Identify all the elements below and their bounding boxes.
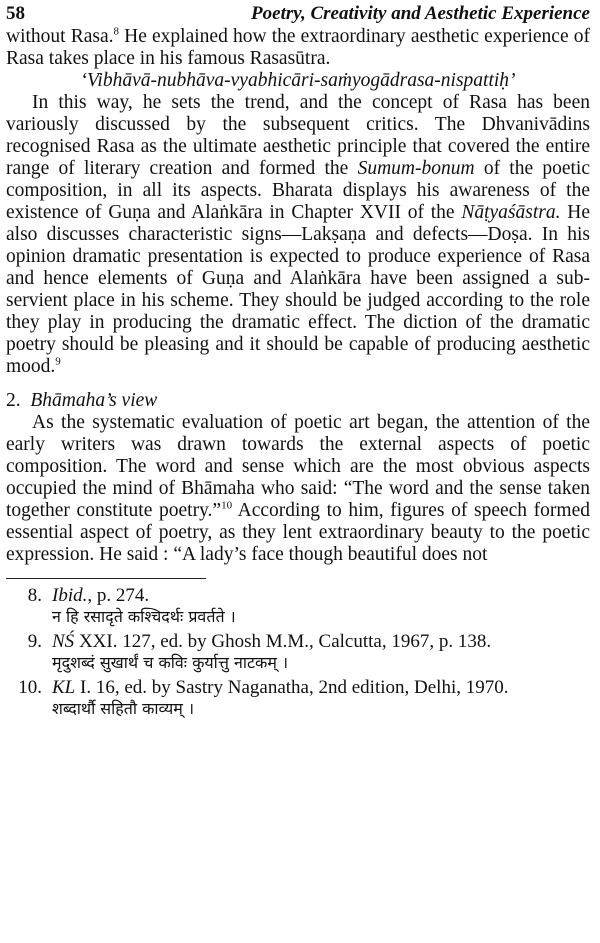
- section-heading: [6, 390, 590, 412]
- footnote-10: [6, 677, 590, 719]
- footnote-content: [52, 677, 590, 719]
- footnote-number: 8.: [27, 585, 42, 606]
- paragraph-1: [6, 26, 590, 70]
- para2-italic-1: Sumum-bonum: [357, 158, 475, 179]
- footnote-source: NŚ: [52, 631, 75, 652]
- footnote-ref-10: 10: [221, 499, 233, 512]
- para2-text2: of the poetic composition, in all its aspects. Bharata displays his awareness of the existence of Guṇa and Alaṅkāra in Chapter XVII of the: [6, 158, 590, 223]
- footnote-text: , p. 274.: [87, 585, 150, 606]
- paragraph-3: [6, 412, 590, 566]
- footnote-sanskrit: मृदुशब्दं सुखार्थं च कविः कुर्यात्तु नाटकम् ।: [52, 653, 289, 672]
- rasasutra-verse: ‘Vibhāvā-nubhāva-vyabhicāri-saṁyogādrasa-nispattiḥ’: [80, 70, 516, 91]
- page-header: [6, 2, 590, 26]
- footnotes: [6, 585, 590, 719]
- footnote-8: [6, 585, 590, 627]
- footnote-9: [6, 631, 590, 673]
- footnote-ref-8: 8: [113, 25, 120, 38]
- footnote-sanskrit: शब्दार्थौ सहितौ काव्यम् ।: [52, 699, 195, 718]
- para2-italic-2: Nāṭyaśāstra.: [461, 202, 561, 223]
- footnote-ref-9: 9: [55, 355, 61, 368]
- footnote-text: XXI. 127, ed. by Ghosh M.M., Calcutta, 1967, p. 138.: [74, 631, 492, 652]
- footnote-source: KL: [52, 677, 76, 698]
- para2-text1: In this way, he sets the trend, and the concept of Rasa has been variously discussed by the subsequent critics. The Dhvanivādins recognised Rasa as the ultimate aesthetic principle that covered the entire range of literary creation and formed the: [6, 92, 590, 179]
- footnote-text: I. 16, ed. by Sastry Naganatha, 2nd edition, Delhi, 1970.: [75, 677, 509, 698]
- footnote-source: Ibid.: [52, 585, 88, 606]
- para1-text2: He explained how the extraordinary aesthetic experience of Rasa takes place in his famous Rasasūtra.: [6, 26, 590, 69]
- footnote-number: 9.: [27, 631, 42, 652]
- para3-text2: According to him, figures of speech formed essential aspect of poetry, as they lent extraordinary beauty to the poetic expression. He said : “A lady’s face though beautiful does not: [6, 500, 590, 565]
- footnote-content: [52, 631, 590, 673]
- para2-text3: He also discusses characteristic signs—Lakṣaṇa and defects—Doṣa. In his opinion dramatic presentation is expected to produce experience of Rasa and hence elements of Guṇa and Alaṅkāra have been assigned a sub-servient place in his scheme. They should be judged according to the role they play in producing the dramatic effect. The diction of the dramatic poetry should be pleasing and it should be capable of producing aesthetic mood.: [6, 202, 590, 377]
- para1-text: without Rasa.: [6, 26, 114, 47]
- footnote-sanskrit: न हि रसादृते कश्चिदर्थः प्रवर्तते ।: [52, 607, 236, 626]
- footnote-number: 10.: [18, 677, 42, 698]
- footnote-divider: [6, 578, 206, 579]
- main-text: [6, 26, 590, 566]
- running-title: Poetry, Creativity and Aesthetic Experience: [251, 3, 590, 24]
- footnote-content: [52, 585, 590, 627]
- section-title: Bhāmaha’s view: [30, 390, 158, 411]
- paragraph-2: [6, 92, 590, 378]
- para3-text1: As the systematic evaluation of poetic art began, the attention of the early writers was drawn towards the external aspects of poetic composition. The word and sense which are the most obvious aspects occupied the mind of Bhāmaha who said: “The word and the sense taken together constitute poetry.”: [6, 412, 590, 521]
- section-number: 2.: [6, 390, 21, 411]
- page-number: 58: [6, 3, 25, 24]
